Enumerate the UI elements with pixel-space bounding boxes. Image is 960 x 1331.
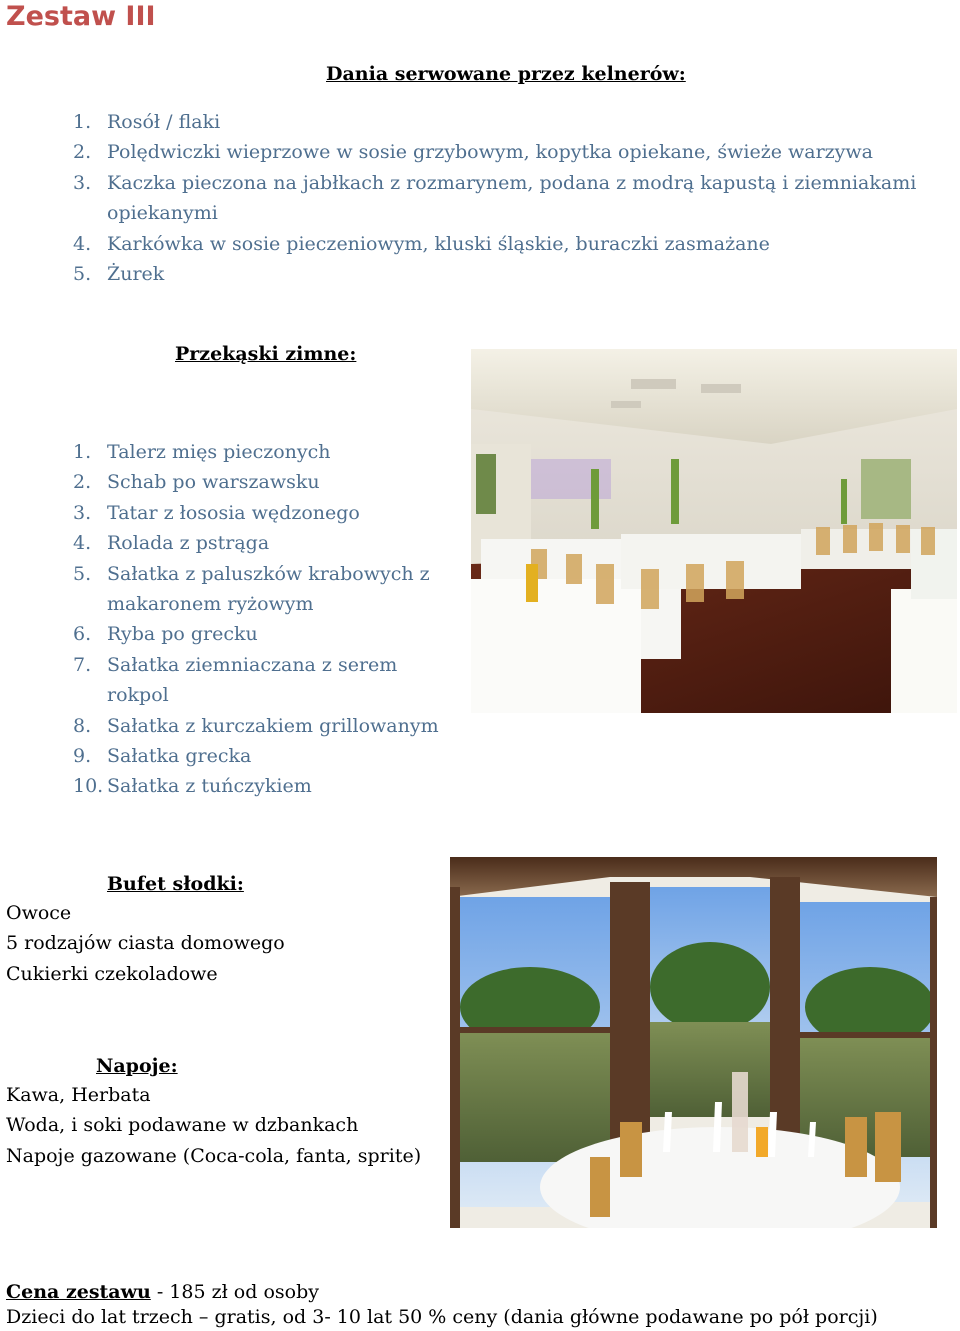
item-text: Karkówka w sosie pieczeniowym, kluski śląskie, buraczki zasmażane xyxy=(107,232,770,255)
item-text: Ryba po grecku xyxy=(107,623,258,646)
item-text: Sałatka z tuńczykiem xyxy=(107,775,312,798)
item-number: 6. xyxy=(73,623,92,646)
item-text: Polędwiczki wieprzowe w sosie grzybowym, kopytka opiekane, świeże warzywa xyxy=(107,141,873,164)
item-text: Tatar z łososia wędzonego xyxy=(107,501,360,524)
price-value: - 185 zł od osoby xyxy=(150,1281,319,1303)
waiter-dishes-list xyxy=(73,107,933,289)
sweet-buffet-list xyxy=(6,898,285,989)
list-item xyxy=(73,137,933,167)
list-item: Napoje gazowane (Coca-cola, fanta, sprite) xyxy=(6,1144,422,1167)
item-text: Kaczka pieczona na jabłkach z rozmarynem, podana z modrą kapustą i ziemniakami opiekanymi xyxy=(107,171,917,225)
item-number: 3. xyxy=(73,171,92,194)
item-number: 2. xyxy=(73,471,92,494)
list-item xyxy=(73,467,453,497)
item-text: Talerz mięs pieczonych xyxy=(107,441,331,463)
list-item: Woda, i soki podawane w dzbankach xyxy=(6,1114,359,1137)
list-item: Owoce xyxy=(6,902,72,924)
drinks-heading: Napoje: xyxy=(96,1055,178,1077)
page-title: Zestaw III xyxy=(6,1,156,32)
cold-starters-list xyxy=(73,437,453,802)
list-item xyxy=(73,107,933,137)
list-item xyxy=(73,168,933,229)
list-item xyxy=(73,771,453,801)
price-line xyxy=(6,1280,319,1304)
item-number: 5. xyxy=(73,263,92,286)
list-item xyxy=(73,437,453,467)
list-item: Kawa, Herbata xyxy=(6,1084,151,1106)
item-number: 4. xyxy=(73,532,92,555)
item-number: 5. xyxy=(73,562,92,585)
list-item xyxy=(73,711,453,741)
item-number: 2. xyxy=(73,141,92,164)
item-text: Sałatka z kurczakiem grillowanym xyxy=(107,714,439,737)
list-item xyxy=(73,741,453,771)
item-number: 9. xyxy=(73,745,92,768)
list-item: 5 rodzajów ciasta domowego xyxy=(6,932,285,955)
list-item xyxy=(73,650,453,711)
list-item xyxy=(73,498,453,528)
item-number: 1. xyxy=(73,111,92,133)
item-text: Żurek xyxy=(107,263,165,286)
item-text: Schab po warszawsku xyxy=(107,471,320,494)
lake-view-photo xyxy=(450,857,937,1228)
item-text: Sałatka ziemniaczana z serem rokpol xyxy=(107,653,398,707)
list-item: Cukierki czekoladowe xyxy=(6,962,218,985)
list-item xyxy=(73,619,453,649)
sweet-buffet-heading: Bufet słodki: xyxy=(107,873,244,895)
item-number: 4. xyxy=(73,232,92,255)
children-pricing-note: Dzieci do lat trzech – gratis, od 3- 10 lat 50 % ceny (dania główne podawane po pół porcji) xyxy=(6,1306,878,1328)
price-label: Cena zestawu xyxy=(6,1281,151,1303)
list-item xyxy=(73,229,933,259)
item-text: Sałatka z paluszków krabowych z makaronem ryżowym xyxy=(107,562,430,616)
item-text: Rosół / flaki xyxy=(107,111,221,133)
waiter-dishes-heading: Dania serwowane przez kelnerów: xyxy=(326,63,686,85)
list-item xyxy=(73,528,453,558)
item-number: 7. xyxy=(73,653,92,676)
item-number: 1. xyxy=(73,441,92,463)
item-number: 8. xyxy=(73,714,92,737)
list-item xyxy=(73,259,933,289)
drinks-list xyxy=(6,1080,421,1171)
banquet-hall-photo xyxy=(471,349,957,713)
list-item xyxy=(73,559,453,620)
cold-starters-heading: Przekąski zimne: xyxy=(175,343,357,365)
item-text: Rolada z pstrąga xyxy=(107,532,270,555)
item-number: 3. xyxy=(73,501,92,524)
item-text: Sałatka grecka xyxy=(107,745,252,768)
item-number: 10. xyxy=(73,775,104,798)
